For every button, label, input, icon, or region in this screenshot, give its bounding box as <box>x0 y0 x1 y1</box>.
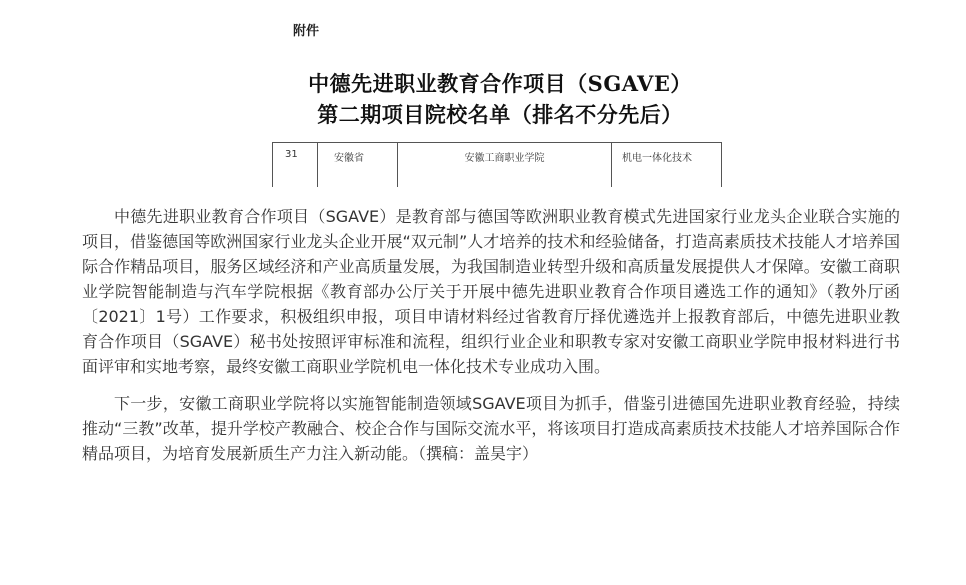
table-cell-number: 31 <box>273 143 318 187</box>
article-paragraph-1: 中德先进职业教育合作项目（SGAVE）是教育部与德国等欧洲职业教育模式先进国家行业龙头企业联合实施的项目，借鉴德国等欧洲国家行业龙头企业开展“双元制”人才培养的技术和经验储备，打造高素质技术技能人才培养国际合作精品项目，服务区域经济和产业高质量发展，为我国制造业转型升级和高质量发展提供人才保障。安徽工商职业学院智能制造与汽车学院根据《教育部办公厅关于开展中德先进职业教育合作项目遴选工作的通知》（教外厅函〔2021〕1号）工作要求，积极组织申报，项目申请材料经过省教育厅择优遴选并上报教育部后，中德先进职业教育合作项目（SGAVE）秘书处按照评审标准和流程，组织行业企业和职教专家对安徽工商职业学院申报材料进行书面评审和实地考察，最终安徽工商职业学院机电一体化技术专业成功入围。 <box>82 207 900 376</box>
table-cell-school: 安徽工商职业学院 <box>398 143 612 187</box>
attachment-label: 附件 <box>293 24 320 39</box>
table-row <box>273 143 721 187</box>
table-cell-major: 机电一体化技术 <box>622 153 692 164</box>
school-list-table <box>272 142 722 187</box>
article-paragraph-2: 下一步，安徽工商职业学院将以实施智能制造领域SGAVE项目为抓手，借鉴引进德国先进职业教育经验，持续推动“三教”改革，提升学校产教融合、校企合作与国际交流水平，将该项目打造成高素质技术技能人才培养国际合作精品项目，为培育发展新质生产力注入新动能。（撰稿：盖昊宇） <box>82 394 900 463</box>
document-title-line2: 第二期项目院校名单（排名不分先后） <box>317 102 683 127</box>
document-scan-image <box>270 10 730 182</box>
table-cell-province: 安徽省 <box>318 143 398 187</box>
article-body <box>82 204 900 478</box>
document-title-line1: 中德先进职业教育合作项目（SGAVE） <box>308 71 692 96</box>
